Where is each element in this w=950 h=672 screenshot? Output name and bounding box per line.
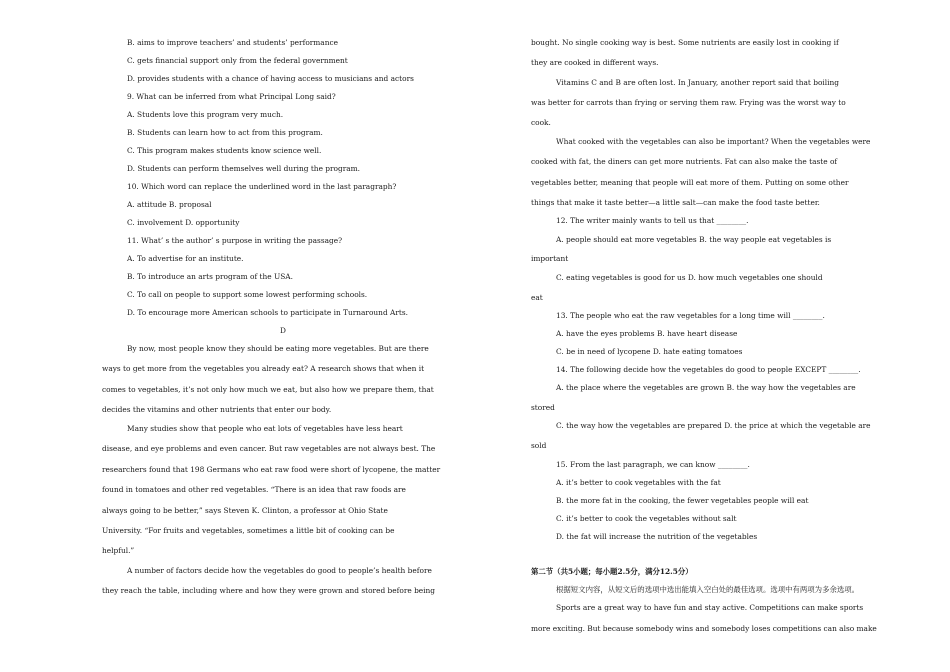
- left-text-line: D. To encourage more American schools to participate in Turnaround Arts.: [127, 308, 409, 317]
- right-text-line: 12. The writer mainly wants to tell us that ________.: [556, 216, 749, 225]
- right-text-line: sold: [531, 441, 547, 450]
- left-text-line: A. attitude B. proposal: [127, 200, 212, 209]
- right-text-line: things that make it taste better—a little salt—can make the food taste better.: [531, 198, 820, 207]
- right-text-line: 14. The following decide how the vegetables do good to people EXCEPT ________.: [556, 365, 861, 374]
- right-text-line: B. the more fat in the cooking, the fewer vegetables people will eat: [556, 496, 809, 505]
- right-text-line: eat: [531, 293, 543, 302]
- left-text-line: C. involvement D. opportunity: [127, 218, 240, 227]
- right-text-line: 第二节（共5小题；每小题2.5分，满分12.5分）: [531, 567, 693, 576]
- left-text-line: By now, most people know they should be eating more vegetables. But are there: [127, 344, 429, 353]
- left-text-line: B. aims to improve teachers’ and students’ performance: [127, 38, 338, 47]
- left-text-line: found in tomatoes and other red vegetables. “There is an idea that raw foods are: [102, 485, 406, 494]
- right-text-line: Vitamins C and B are often lost. In January, another report said that boiling: [556, 78, 839, 87]
- right-text-line: 13. The people who eat the raw vegetables for a long time will ________.: [556, 311, 825, 320]
- right-text-line: 根据短文内容，从短文后的选项中选出能填入空白处的最佳选项。选项中有两项为多余选项。: [556, 585, 860, 594]
- right-text-line: C. eating vegetables is good for us D. how much vegetables one should: [556, 273, 823, 282]
- left-text-line: researchers found that 198 Germans who eat raw food were short of lycopene, the matter: [102, 465, 441, 474]
- right-text-line: they are cooked in different ways.: [531, 58, 659, 67]
- left-text-line: comes to vegetables, it’s not only how much we eat, but also how we prepare them, that: [102, 385, 434, 394]
- right-text-line: A. it’s better to cook vegetables with the fat: [556, 478, 721, 487]
- left-text-line: 11. What’ s the author’ s purpose in writing the passage?: [127, 236, 343, 245]
- right-text-line: Sports are a great way to have fun and stay active. Competitions can make sports: [556, 603, 864, 612]
- right-text-line: important: [531, 254, 569, 263]
- left-text-line: D. provides students with a chance of having access to musicians and actors: [127, 74, 414, 83]
- left-text-line: B. Students can learn how to act from this program.: [127, 128, 323, 137]
- right-text-line: What cooked with the vegetables can also be important? When the vegetables were: [556, 137, 871, 146]
- right-text-line: D. the fat will increase the nutrition of the vegetables: [556, 532, 758, 541]
- left-text-line: B. To introduce an arts program of the USA.: [127, 272, 293, 281]
- left-text-line: A number of factors decide how the vegetables do good to people’s health before: [127, 566, 432, 575]
- right-text-line: stored: [531, 403, 555, 412]
- right-text-line: A. people should eat more vegetables B. the way people eat vegetables is: [556, 235, 832, 244]
- left-text-line: Many studies show that people who eat lots of vegetables have less heart: [127, 424, 403, 433]
- left-text-line: ways to get more from the vegetables you already eat? A research shows that when it: [102, 364, 425, 373]
- left-text-line: they reach the table, including where and how they were grown and stored before being: [102, 586, 436, 595]
- left-text-line: decides the vitamins and other nutrients that enter our body.: [102, 405, 332, 414]
- right-text-line: A. the place where the vegetables are grown B. the way how the vegetables are: [556, 383, 856, 392]
- right-text-line: C. the way how the vegetables are prepared D. the price at which the vegetable are: [556, 421, 871, 430]
- left-text-line: disease, and eye problems and even cancer. But raw vegetables are not always best. The: [102, 444, 436, 453]
- left-text-line: D: [280, 326, 286, 335]
- left-text-line: A. To advertise for an institute.: [127, 254, 244, 263]
- right-text-line: cooked with fat, the diners can get more nutrients. Fat can also make the taste of: [531, 157, 838, 166]
- left-text-line: D. Students can perform themselves well during the program.: [127, 164, 361, 173]
- left-text-line: always going to be better,” says Steven K. Clinton, a professor at Ohio State: [102, 506, 388, 515]
- right-text-line: was better for carrots than frying or serving them raw. Frying was the worst way to: [531, 98, 846, 107]
- left-text-line: 9. What can be inferred from what Principal Long said?: [127, 92, 336, 101]
- left-text-line: A. Students love this program very much.: [127, 110, 284, 119]
- right-text-line: vegetables better, meaning that people will eat more of them. Putting on some other: [531, 178, 849, 187]
- right-text-line: bought. No single cooking way is best. Some nutrients are easily lost in cooking if: [531, 38, 839, 47]
- left-text-line: helpful.”: [102, 546, 135, 555]
- left-text-line: C. This program makes students know science well.: [127, 146, 322, 155]
- left-text-line: C. To call on people to support some lowest performing schools.: [127, 290, 368, 299]
- left-text-line: University. “For fruits and vegetables, sometimes a little bit of cooking can be: [102, 526, 395, 535]
- right-text-line: C. be in need of lycopene D. hate eating tomatoes: [556, 347, 743, 356]
- right-text-line: more exciting. But because somebody wins and somebody loses competitions can also make: [531, 624, 877, 633]
- right-text-line: C. it’s better to cook the vegetables without salt: [556, 514, 737, 523]
- right-text-line: cook.: [531, 118, 551, 127]
- left-text-line: 10. Which word can replace the underlined word in the last paragraph?: [127, 182, 397, 191]
- right-text-line: A. have the eyes problems B. have heart disease: [556, 329, 738, 338]
- left-text-line: C. gets financial support only from the federal government: [127, 56, 348, 65]
- right-text-line: 15. From the last paragraph, we can know ________.: [556, 460, 750, 469]
